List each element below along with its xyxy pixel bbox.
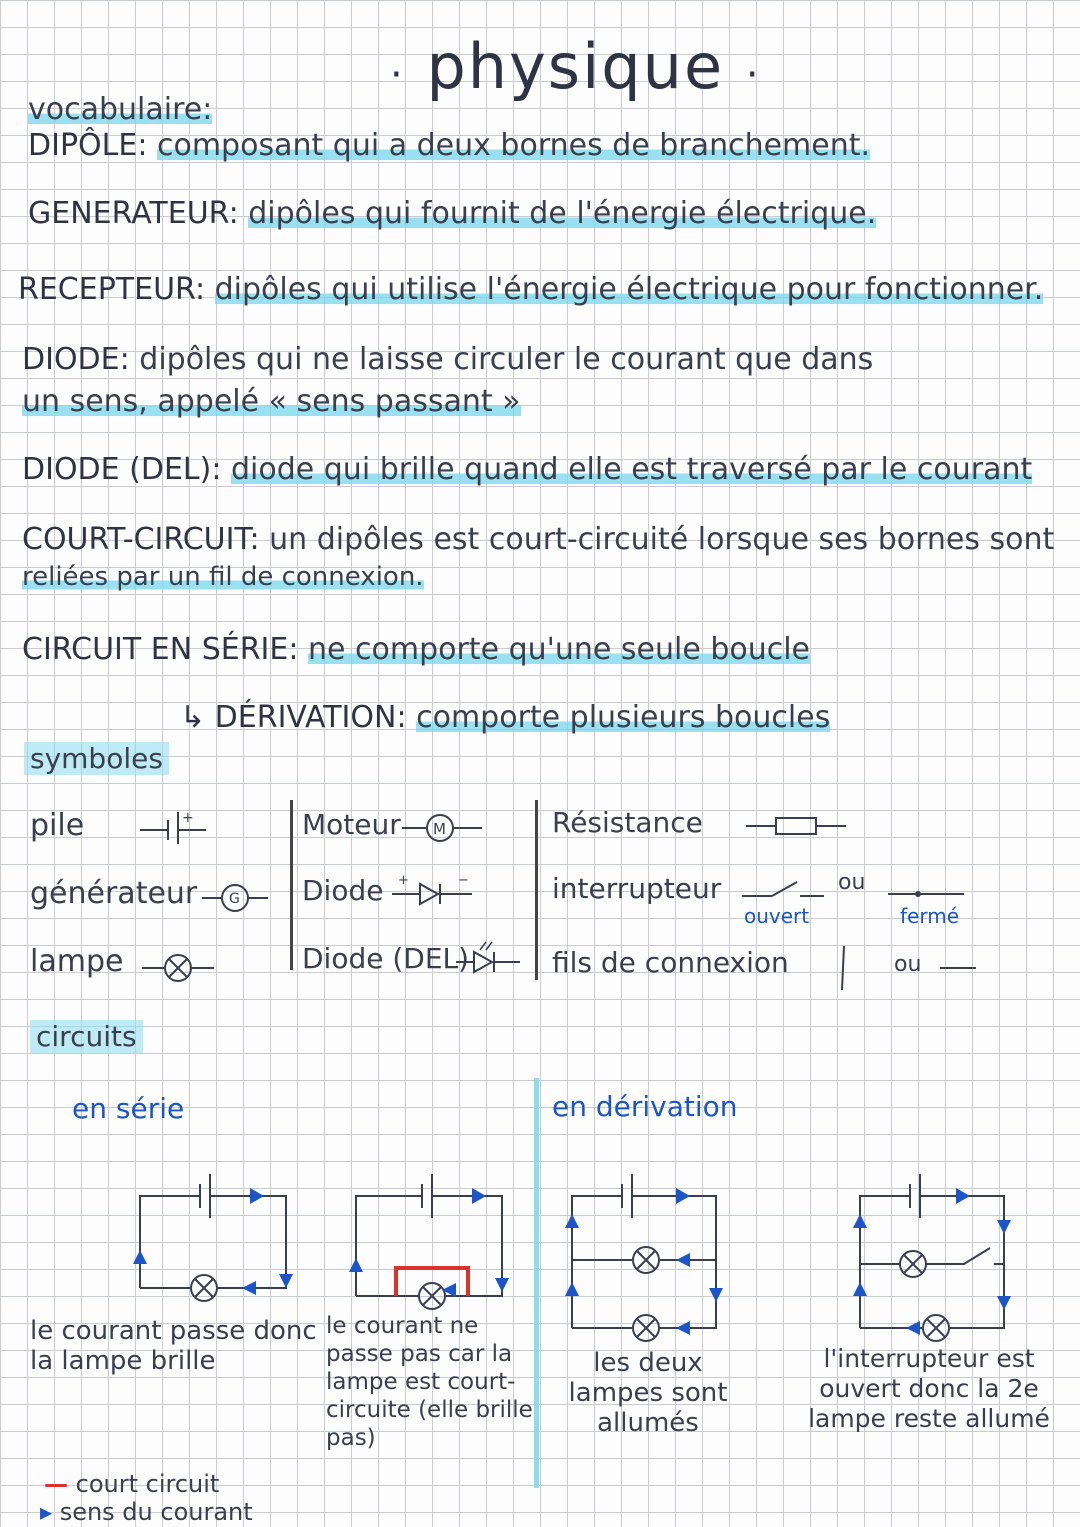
- symbol-generateur-label: générateur: [30, 876, 198, 911]
- vocab-recepteur: RECEPTEUR: dipôles qui utilise l'énergie électrique pour fonctionner.: [18, 272, 1044, 307]
- symbols-divider-2: [535, 800, 538, 980]
- symbols-divider-1: [290, 800, 293, 970]
- generateur-symbol-icon: [202, 880, 272, 916]
- svg-text:−: −: [458, 873, 469, 888]
- pile-symbol-icon: [140, 808, 210, 848]
- vocab-generateur: GENERATEUR: dipôles qui fournit de l'énergie électrique.: [28, 196, 877, 231]
- switch-closed-icon: [888, 880, 968, 904]
- diode-symbol-icon: [392, 872, 482, 912]
- moteur-symbol-icon: [402, 810, 492, 846]
- legend-short-circuit: — court circuit: [44, 1470, 220, 1498]
- caption-circuit-2: le courant ne passe pas car la lampe est court-circuite (elle brille pas): [326, 1313, 533, 1451]
- symbol-pile-label: pile: [30, 808, 85, 843]
- circuit-serie-2: [356, 1168, 516, 1308]
- arrow-right-icon: ▸: [40, 1498, 53, 1526]
- svg-text:+: +: [182, 810, 194, 826]
- caption-circuit-3: les deux lampes sont allumés: [568, 1348, 728, 1438]
- svg-text:M: M: [433, 820, 446, 838]
- switch-open-label: ouvert: [744, 904, 810, 928]
- short-circuit-swatch-icon: —: [44, 1470, 68, 1498]
- switch-closed-label: fermé: [900, 904, 960, 928]
- lampe-symbol-icon: [142, 950, 222, 986]
- symbol-interrupteur-label: interrupteur: [552, 872, 722, 905]
- vocab-dipole: DIPÔLE: composant qui a deux bornes de branchement.: [28, 128, 871, 163]
- switch-or-label: ou: [838, 870, 866, 895]
- vocab-heading: vocabulaire:: [28, 92, 213, 127]
- wire-or-label: ou: [894, 952, 922, 977]
- circuit-derivation-1: [572, 1168, 732, 1338]
- serie-label: en série: [72, 1092, 185, 1125]
- switch-open-icon: [742, 874, 832, 904]
- symbol-moteur-label: Moteur: [302, 808, 401, 841]
- resistance-symbol-icon: [746, 812, 856, 842]
- symbol-del-label: Diode (DEL): [302, 942, 470, 975]
- vocab-diode: DIODE: dipôles qui ne laisse circuler le courant que dans: [22, 342, 874, 377]
- page-title: · physique ·: [390, 30, 761, 103]
- vocab-serie: CIRCUIT EN SÉRIE: ne comporte qu'une seule boucle: [22, 632, 811, 667]
- vocab-court-circuit-line2: reliées par un fil de connexion.: [22, 562, 424, 592]
- legend-sens-courant: ▸ sens du courant: [40, 1498, 253, 1526]
- circuit-derivation-2: [860, 1168, 1020, 1338]
- symbol-diode-label: Diode: [302, 874, 384, 907]
- circuits-heading: circuits: [30, 1020, 143, 1053]
- vocab-derivation: ↳ DÉRIVATION: comporte plusieurs boucles: [180, 700, 831, 735]
- vocab-diode-line2: un sens, appelé « sens passant »: [22, 384, 521, 419]
- vocab-court-circuit: COURT-CIRCUIT: un dipôles est court-circuité lorsque ses bornes sont: [22, 522, 1055, 557]
- symbol-fils-label: fils de connexion: [552, 946, 789, 979]
- vocab-del: DIODE (DEL): diode qui brille quand elle est traversé par le courant: [22, 452, 1033, 487]
- symbol-resistance-label: Résistance: [552, 806, 703, 839]
- del-symbol-icon: [456, 940, 536, 980]
- caption-circuit-4: l'interrupteur est ouvert donc la 2e lampe reste allumé: [808, 1344, 1050, 1433]
- caption-circuit-1: le courant passe donc la lampe brille: [30, 1316, 317, 1376]
- derivation-label: en dérivation: [552, 1090, 738, 1123]
- symbols-heading: symboles: [24, 742, 169, 775]
- symbol-lampe-label: lampe: [30, 944, 124, 979]
- svg-text:G: G: [229, 891, 240, 907]
- circuit-serie-1: [140, 1168, 300, 1308]
- svg-text:+: +: [398, 873, 409, 888]
